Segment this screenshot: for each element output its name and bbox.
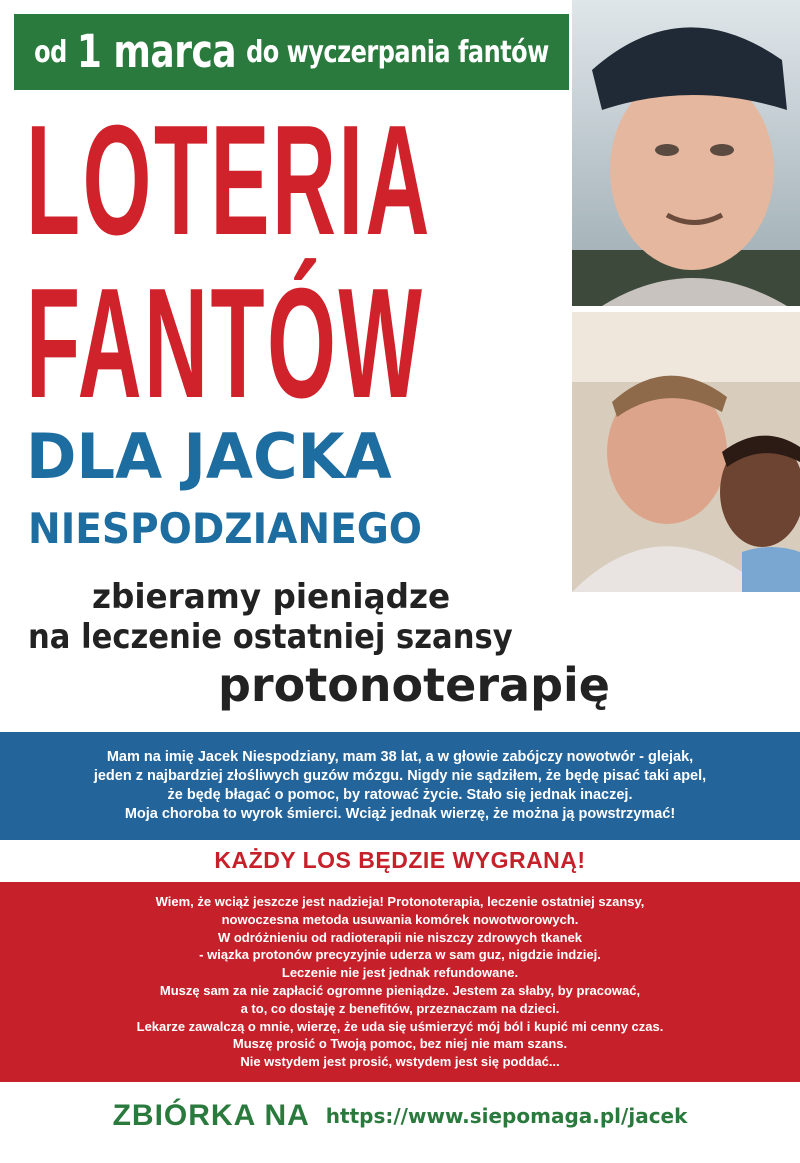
family-photo <box>572 312 800 592</box>
intro-line: Moja choroba to wyrok śmierci. Wciąż jednak wierzę, że można ją powstrzymać! <box>124 806 676 822</box>
intro-line: Mam na imię Jacek Niespodziany, mam 38 lat, a w głowie zabójczy nowotwór - glejak, <box>106 749 694 765</box>
subtitle-line-2: NIESPODZIANEGO <box>28 504 423 553</box>
intro-line: jeden z najbardziej złośliwych guzów mózgu. Nigdy nie sądziłem, że będę pisać taki apel, <box>93 768 707 784</box>
fundraiser-link[interactable]: https://www.siepomaga.pl/jacek <box>325 1104 688 1128</box>
story-line: Wiem, że wciąż jeszcze jest nadzieja! Protonoterapia, leczenie ostatniej szansy, <box>155 894 645 910</box>
winner-heading: KAŻDY LOS BĘDZIE WYGRANĄ! <box>214 847 586 873</box>
story-line: Leczenie nie jest jednak refundowane. <box>281 965 519 981</box>
banner-prefix: od <box>34 34 67 70</box>
subtitle-line-1: DLA JACKA <box>26 420 392 493</box>
footer-label: ZBIÓRKA NA <box>112 1099 310 1132</box>
intro-band <box>0 732 800 840</box>
tagline-line-1: zbieramy pieniądze <box>92 577 451 617</box>
story-line: a to, co dostaję z benefitów, przeznaczam na dzieci. <box>240 1000 560 1016</box>
tagline-line-2: na leczenie ostatniej szansy <box>28 617 513 657</box>
story-line: W odróżnieniu od radioterapii nie niszczy zdrowych tkanek <box>217 929 583 945</box>
banner-suffix: do wyczerpania fantów <box>246 34 549 70</box>
title-line-1: LOTERIA <box>26 91 432 268</box>
story-line: - wiązka protonów precyzyjnie uderza w sam guz, nigdzie indziej. <box>199 947 601 963</box>
portrait-photo <box>572 0 800 306</box>
banner-highlight: 1 marca <box>76 26 237 78</box>
story-line: Muszę sam za nie zapłacić ogromne pieniądze. Jestem za słaby, by pracować, <box>159 983 641 998</box>
intro-line: że będę błagać o pomoc, by ratować życie. Stało się jednak inaczej. <box>167 787 633 803</box>
story-line: Muszę prosić o Twoją pomoc, bez niej nie mam szans. <box>232 1036 568 1052</box>
date-banner <box>14 14 569 90</box>
tagline-line-3: protonoterapię <box>218 658 610 712</box>
story-band <box>0 882 800 1082</box>
title-line-2: FANTÓW <box>26 254 425 431</box>
story-line: Lekarze zawalczą o mnie, wierzę, że uda się uśmierzyć mój ból i kupić mi cenny czas. <box>136 1018 664 1034</box>
footer <box>0 1092 800 1140</box>
story-line: Nie wstydem jest prosić, wstydem jest się poddać... <box>240 1054 560 1070</box>
story-line: nowoczesna metoda usuwania komórek nowotworowych. <box>221 911 579 927</box>
